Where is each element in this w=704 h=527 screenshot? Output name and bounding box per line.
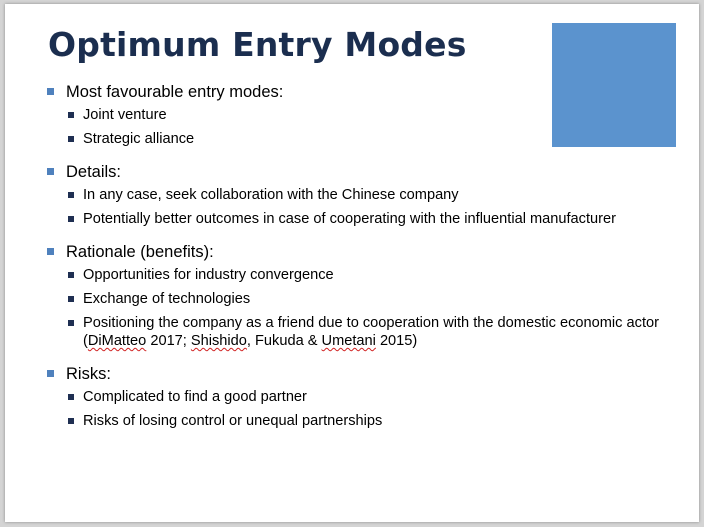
bullet-text: Risks of losing control or unequal partnerships [83,413,383,429]
square-bullet-icon [68,272,74,278]
bullet-level2 [47,290,687,308]
bullet-text: Potentially better outcomes in case of cooperating with the influential manufacturer [83,211,616,227]
spellcheck-word: Umetani [321,333,376,349]
bullet-text: In any case, seek collaboration with the Chinese company [83,187,459,203]
bullet-text: Opportunities for industry convergence [83,267,334,283]
section-heading: Rationale (benefits): [66,243,214,261]
square-bullet-icon [68,112,74,118]
bullet-level1 [47,160,687,184]
bullet-level2 [47,266,687,284]
bullet-text: Joint venture [83,107,167,123]
bullet-level2 [47,106,687,124]
bullet-level2 [47,186,687,204]
square-bullet-icon [68,136,74,142]
spellcheck-word: DiMatteo [87,333,147,349]
bullet-text: Strategic alliance [83,131,195,147]
citation-text-before: Positioning the company as a friend due to cooperation with the domestic economic actor ( [83,315,659,349]
bullet-text: Exchange of technologies [83,291,251,307]
slide [5,4,699,522]
square-bullet-icon [68,418,74,424]
bullet-level2-citation [47,314,687,350]
section-entry-modes [47,80,687,148]
section-details [47,160,687,228]
section-heading: Details: [66,163,122,181]
section-rationale [47,240,687,350]
citation-text-mid: , Fukuda & [246,333,322,349]
bullet-level2 [47,388,687,406]
square-bullet-icon [47,370,54,377]
section-heading: Risks: [66,365,111,383]
slide-title[interactable]: Optimum Entry Modes [48,25,467,64]
square-bullet-icon [68,394,74,400]
square-bullet-icon [68,320,74,326]
citation-text [83,315,659,349]
slide-body[interactable] [47,80,687,442]
bullet-level2 [47,130,687,148]
bullet-level2 [47,210,687,228]
bullet-text: Complicated to find a good partner [83,389,307,405]
bullet-level1 [47,362,687,386]
square-bullet-icon [68,296,74,302]
citation-text-end: 2015) [375,333,418,349]
section-risks [47,362,687,430]
square-bullet-icon [47,88,54,95]
square-bullet-icon [68,192,74,198]
spellcheck-word: Shishido [190,333,247,349]
citation-text-mid: 2017; [146,333,191,349]
section-heading: Most favourable entry modes: [66,83,284,101]
square-bullet-icon [47,248,54,255]
square-bullet-icon [47,168,54,175]
bullet-level2 [47,412,687,430]
square-bullet-icon [68,216,74,222]
bullet-level1 [47,80,687,104]
bullet-level1 [47,240,687,264]
